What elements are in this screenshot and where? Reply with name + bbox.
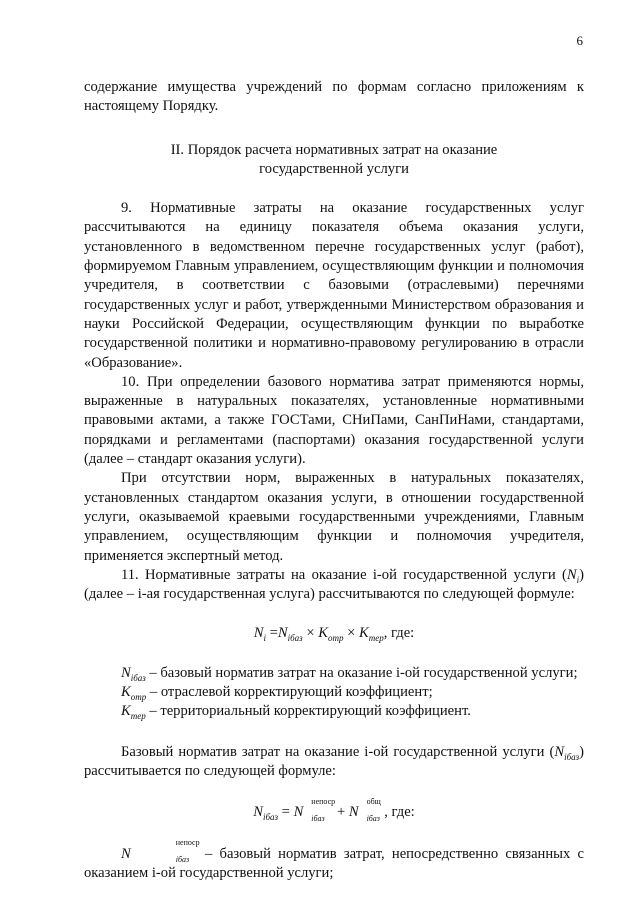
paragraph-11-var: N [566, 566, 577, 583]
definition-scripts [131, 837, 200, 864]
formula-2-t1: N [293, 804, 304, 821]
formula-1-t2-sub: отр [327, 633, 344, 644]
base-norm-rest: ) рассчитывается по следующей формуле: [84, 743, 584, 779]
definition-item [84, 702, 584, 721]
formula-2-plus: + [333, 804, 349, 821]
formula-1-times1: × [302, 625, 319, 642]
paragraph-11-text: 11. Нормативные затраты на оказание i-ой государственной услуги ( [121, 566, 567, 583]
formula-1-eq: = [266, 625, 278, 642]
definition-sup: непоср [175, 837, 200, 847]
formula-2-t2-scripts [359, 796, 381, 823]
formula-2 [84, 796, 584, 823]
base-norm-text: Базовый норматив затрат на оказание i-ой государственной услуги ( [121, 743, 555, 760]
formula-1-t1-sub: iбаз [287, 633, 303, 644]
formula-1-tail: , где: [383, 625, 415, 642]
formula-2-definitions [84, 837, 584, 884]
formula-2-t1-sub: iбаз [311, 813, 325, 823]
formula-1-t3: K [358, 625, 369, 642]
definition-item [84, 664, 584, 683]
definition-var: N [121, 845, 131, 862]
formula-2-lhs: N [253, 804, 263, 821]
definition-item [84, 837, 584, 884]
definition-item [84, 683, 584, 702]
definition-sub: iбаз [130, 672, 146, 683]
section-heading [84, 141, 584, 180]
paragraph-11 [84, 566, 584, 605]
definition-text: – базовый норматив затрат, непосредственно связанных с оказанием i-ой государственной услуги; [84, 845, 584, 881]
paragraph-11-sub: i [576, 574, 580, 585]
definition-text: – территориальный корректирующий коэффициент. [145, 703, 471, 720]
definition-sub: iбаз [175, 854, 190, 864]
paragraph-10-continued: При отсутствии норм, выраженных в натуральных показателях, установленных стандартом оказания услуги, в отношении государственной услуги, оказываемой краевыми государственными учреждениями, Главным управлением, осуществляющим функции и полномочия учредителя, применяется экспертный метод. [84, 470, 584, 564]
definition-var: N [121, 664, 131, 681]
formula-2-eq: = [278, 804, 294, 821]
paragraph-11-rest: ) (далее – i-ая государственная услуга) рассчитываются по следующей формуле: [84, 566, 584, 603]
formula-2-t2: N [348, 804, 359, 821]
definition-var: K [121, 684, 131, 701]
document-body [84, 78, 584, 883]
formula-2-t1-sup: непоср [311, 796, 336, 806]
section-title-line2: государственной услуги [259, 160, 409, 177]
formula-1-t1: N [277, 625, 288, 642]
formula-2-t2-sub: iбаз [366, 813, 380, 823]
intro-paragraph: содержание имущества учреждений по формам согласно приложениям к настоящему Порядку. [84, 79, 584, 115]
definition-sub: тер [130, 711, 146, 722]
formula-1-lhs-sub: i [263, 633, 267, 644]
formula-2-lhs-sub: iбаз [262, 812, 279, 823]
paragraph-10: 10. При определении базового норматива затрат применяются нормы, выраженные в натуральных показателях, установленные нормативными правовыми актами, а также ГОСТами, СНиПами, СанПиНами, стандартами, порядками и регламентами (паспортами) оказания государственной услуги (далее – стандарт оказания услуги). [84, 373, 584, 468]
formula-1-lhs: N [253, 625, 264, 642]
definition-text: – базовый норматив затрат на оказание i-ой государственной услуги; [145, 664, 578, 681]
formula-2-tail: , где: [380, 804, 415, 821]
page-number: 6 [576, 33, 583, 48]
base-norm-paragraph [84, 743, 584, 782]
section-title-line1: II. Порядок расчета нормативных затрат на оказание [170, 141, 498, 158]
formula-1 [84, 624, 584, 643]
paragraph-9: 9. Нормативные затраты на оказание государственных услуг рассчитываются на единицу показателя объема оказания услуги, установленного в ведомственном перечне государственных услуг (работ), формируемом Главным управлением, осуществляющим функции и полномочия учредителя, в соответствии с базовыми (отраслевыми) перечнями государственных услуг и работ, утвержденными Министерством образования и науки Российской Федерации, осуществляющим функции по выработке государственной политики и нормативно-правовому регулированию в отрасли «Образование». [84, 200, 584, 371]
formula-2-t1-scripts [303, 796, 336, 823]
formula-1-times2: × [343, 625, 359, 642]
formula-1-t3-sub: тер [368, 633, 384, 644]
base-norm-var: N [554, 743, 565, 760]
base-norm-sub: iбаз [564, 751, 580, 762]
definition-var: K [121, 703, 131, 720]
formula-1-definitions [84, 664, 584, 722]
formula-1-t2: K [318, 625, 328, 642]
formula-2-t2-sup: общ [366, 796, 381, 806]
definition-sub: отр [130, 691, 147, 702]
definition-text: – отраслевой корректирующий коэффициент; [146, 684, 433, 701]
